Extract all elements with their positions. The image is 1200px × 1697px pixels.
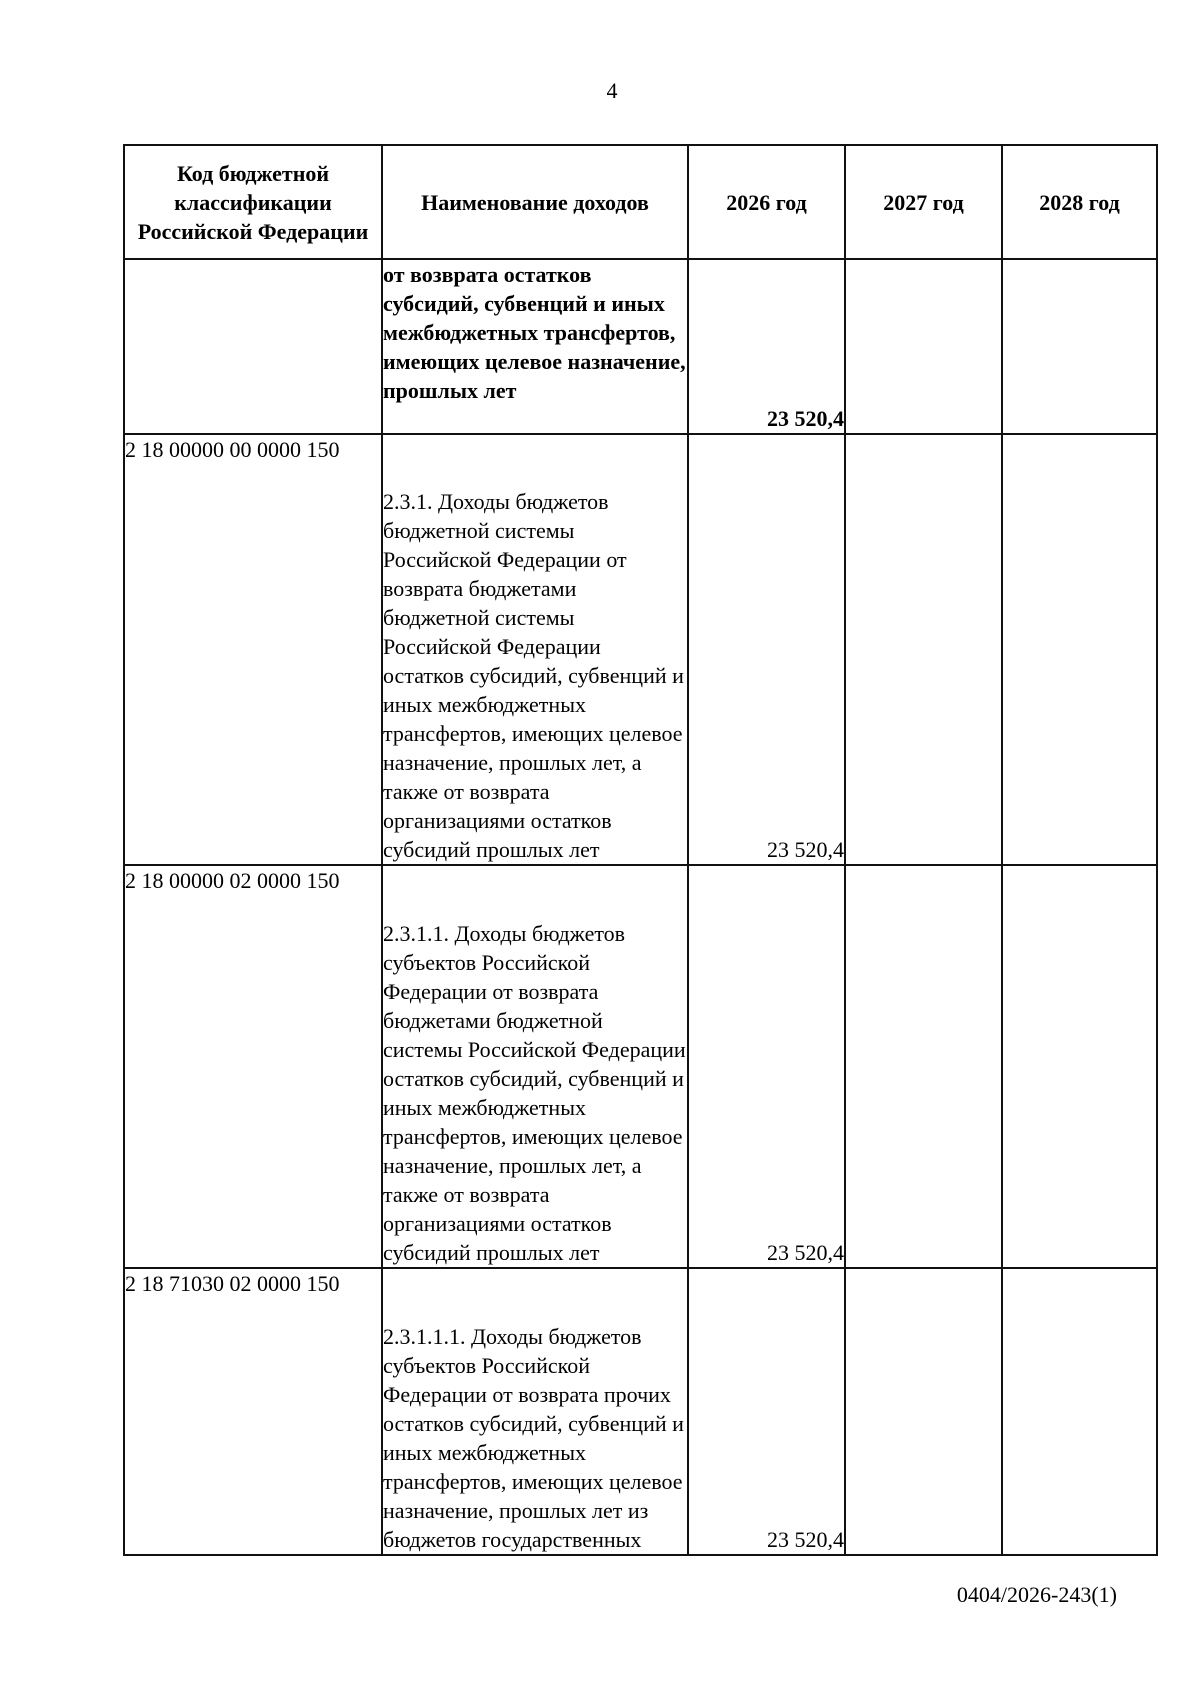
page-number: 4 <box>606 78 618 103</box>
row-value-2028 <box>1002 259 1157 434</box>
table-row <box>124 865 1157 1268</box>
row-name: 2.3.1.1. Доходы бюджетов субъектов Российской Федерации от возврата бюджетами бюджетной системы Российской Федерации остатков субсидий, субвенций и иных межбюджетных трансфертов, имеющих целевое назначение, прошлых лет, а также от возврата организациями остатков субсидий прошлых лет <box>382 865 688 1268</box>
row-value-2027 <box>845 865 1002 1268</box>
table-row <box>124 259 1157 434</box>
row-code: 2 18 00000 00 0000 150 <box>124 434 382 865</box>
row-value-2028 <box>1002 1268 1157 1555</box>
row-value-2028 <box>1002 434 1157 865</box>
document-number: 0404/2026-243(1) <box>956 1582 1117 1607</box>
row-code <box>124 259 382 434</box>
row-value-2026: 23 520,4 <box>688 434 845 865</box>
row-name: 2.3.1.1.1. Доходы бюджетов субъектов Российской Федерации от возврата прочих остатков субсидий, субвенций и иных межбюджетных трансфертов, имеющих целевое назначение, прошлых лет из бюджетов государственных <box>382 1268 688 1555</box>
row-value-2026: 23 520,4 <box>688 865 845 1268</box>
row-value-2027 <box>845 434 1002 865</box>
header-2026: 2026 год <box>688 145 845 259</box>
header-code: Код бюджетной классификации Российской Федерации <box>124 145 382 259</box>
row-value-2027 <box>845 1268 1002 1555</box>
row-value-2028 <box>1002 865 1157 1268</box>
row-value-2027 <box>845 259 1002 434</box>
row-code: 2 18 00000 02 0000 150 <box>124 865 382 1268</box>
row-value-2026: 23 520,4 <box>688 259 845 434</box>
header-2028: 2028 год <box>1002 145 1157 259</box>
header-2027: 2027 год <box>845 145 1002 259</box>
row-name: 2.3.1. Доходы бюджетов бюджетной системы Российской Федерации от возврата бюджетами бюджетной системы Российской Федерации остатков субсидий, субвенций и иных межбюджетных трансфертов, имеющих целевое назначение, прошлых лет, а также от возврата организациями остатков субсидий прошлых лет <box>382 434 688 865</box>
table-row <box>124 434 1157 865</box>
row-value-2026: 23 520,4 <box>688 1268 845 1555</box>
row-code: 2 18 71030 02 0000 150 <box>124 1268 382 1555</box>
budget-revenue-table <box>123 144 1158 1556</box>
header-name: Наименование доходов <box>382 145 688 259</box>
table-row <box>124 1268 1157 1555</box>
table-header-row <box>124 145 1157 259</box>
row-name: от возврата остатков субсидий, субвенций и иных межбюджетных трансфертов, имеющих целевое назначение, прошлых лет <box>382 259 688 434</box>
